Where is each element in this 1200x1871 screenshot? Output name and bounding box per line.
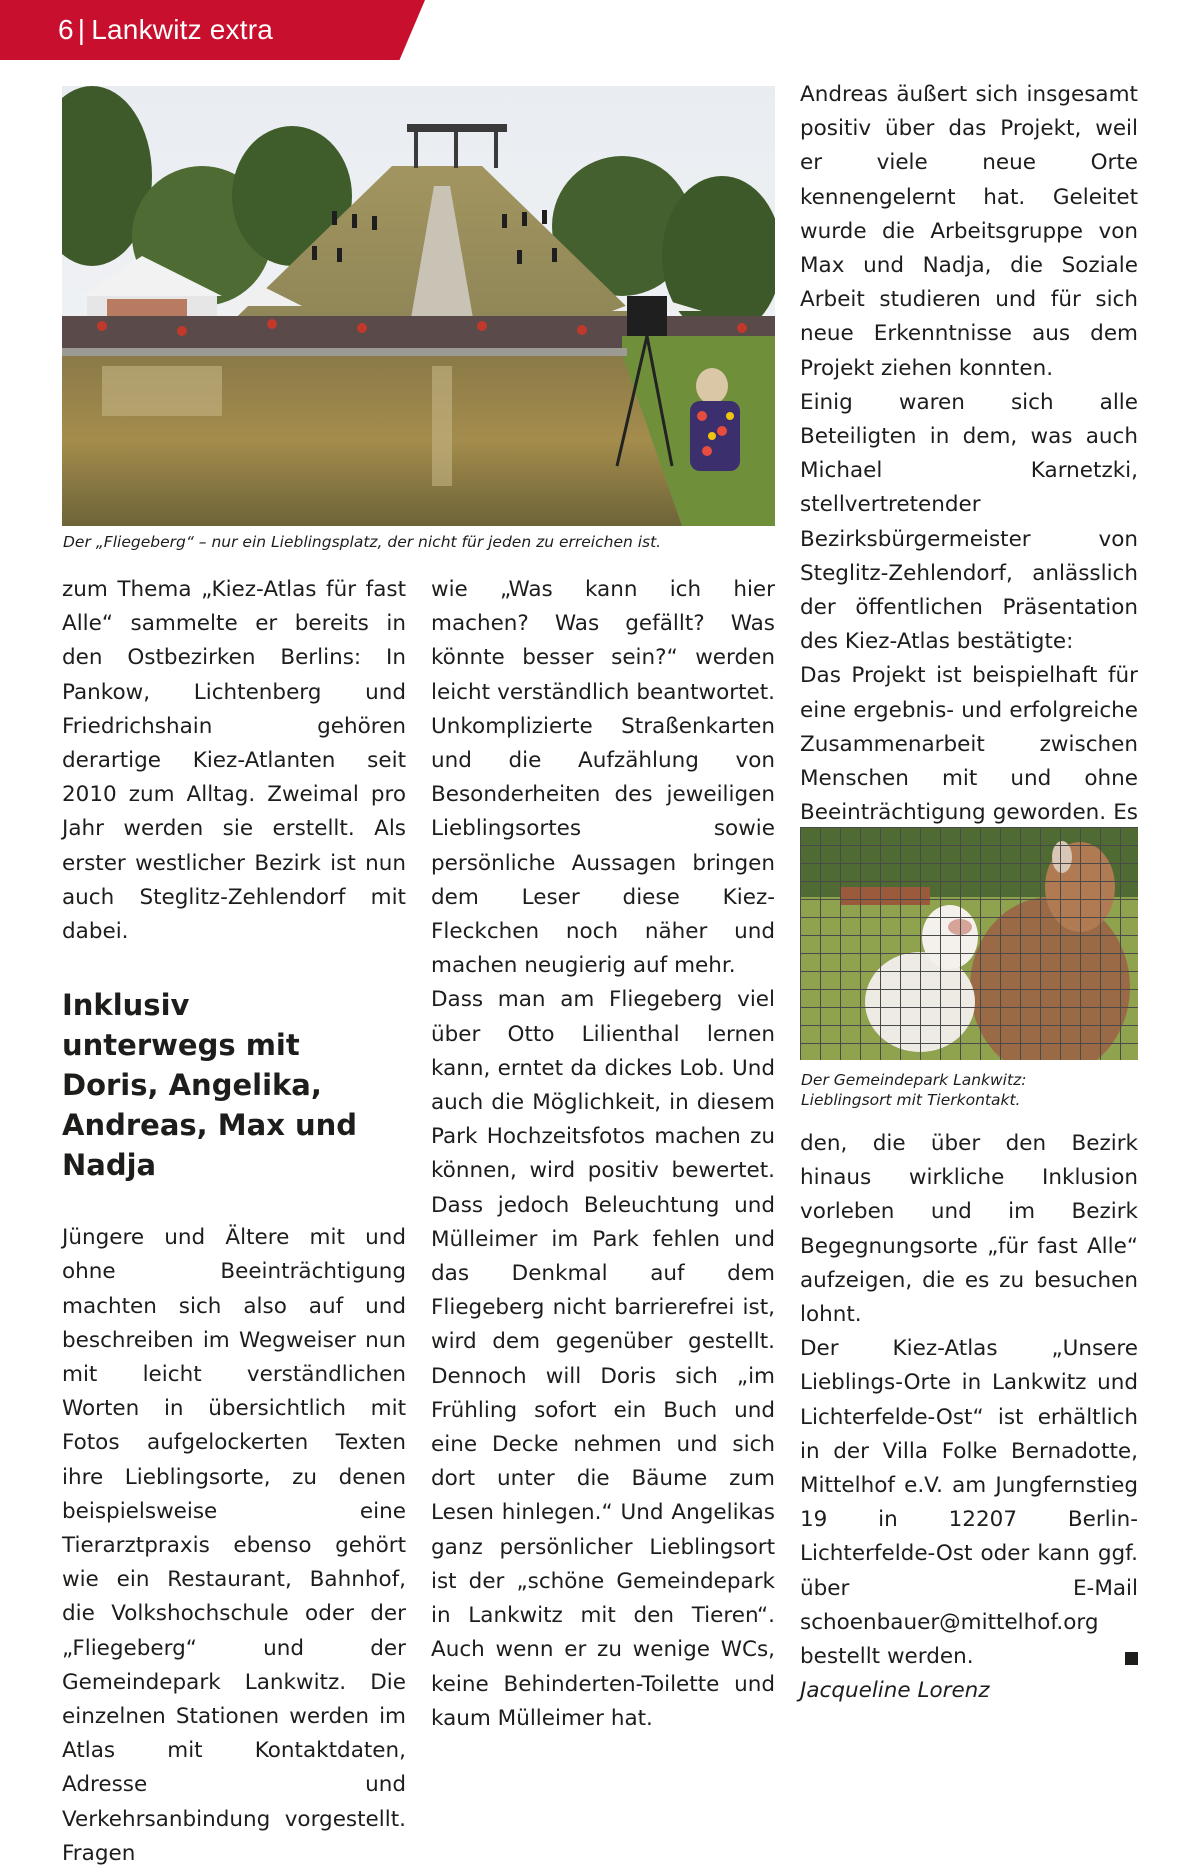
photo-caption-fliegeberg: Der „Fliegeberg“ – nur ein Lieblingsplatz, der nicht für jeden zu erreichen ist. [63, 533, 662, 551]
col3-paragraph-5-text: Der Kiez-Atlas „Unsere Lieblings-Orte in Lankwitz und Lichterfelde-Ost“ ist erhältlich in der Villa Folke Bernadotte, Mittelhof e.V. am Jungfernstieg 19 in 12207 Berlin-Lichterfelde-Ost oder kann ggf. über E-Mail schoenbauer@mittelhof.org bestellt werden. [800, 1336, 1138, 1670]
end-mark-icon [1125, 1652, 1138, 1665]
col1-intro: zum Thema „Kiez-Atlas für fast Alle“ sammelte er bereits in den Ostbezirken Berlins: In Pankow, Lichtenberg und Friedrichshain gehören derartige Kiez-Atlanten seit 2010 zum Alltag. Zweimal pro Jahr werden sie erstellt. Als erster westlicher Bezirk ist nun auch Steglitz-Zehlendorf mit dabei. [62, 577, 406, 945]
col2-paragraph-1: wie „Was kann ich hier machen? Was gefällt? Was könnte besser sein?“ werden leicht verständlich beantwortet. Unkomplizierte Straßenkarten und die Aufzählung von Besonderheiten des jeweiligen Lieblingsortes sowie persönliche Aussagen bringen dem Leser diese Kiez-Fleckchen noch näher und machen neugierig auf mehr. [431, 577, 775, 979]
column-3-continued [800, 1127, 1138, 1708]
page-header: 6 | Lankwitz extra [58, 14, 274, 45]
fliegeberg-photo [62, 86, 775, 526]
col3-paragraph-2: Einig waren sich alle Beteiligten in dem, was auch Michael Karnetzki, stellvertretender Bezirksbürgermeister von Steglitz-Zehlendorf, anlässlich der öffentlichen Präsentation des Kiez-Atlas bestätigte: [800, 389, 1138, 655]
photo-caption-goats: Der Gemeindepark Lankwitz: Lieblingsort mit Tierkontakt. [801, 1071, 1027, 1109]
col1-body: Jüngere und Ältere mit und ohne Beeinträchtigung machten sich also auf und beschreiben im Wegweiser nun mit leicht verständlichen Worten in übersichtlich mit Fotos aufgelockerten Texten ihre Lieblingsorte, zu denen beispielsweise eine Tierarztpraxis ebenso gehört wie ein Restaurant, Bahnhof, die Volkshochschule oder der „Fliegeberg“ und der Gemeindepark Lankwitz. Die einzelnen Stationen werden im Atlas mit Kontaktdaten, Adresse und Verkehrsanbindung vorgestellt. Fragen [62, 1225, 406, 1866]
goats-photo [800, 827, 1138, 1060]
col3-paragraph-4: den, die über den Bezirk hinaus wirkliche Inklusion vorleben und im Bezirk Begegnungsorte „für fast Alle“ aufzeigen, die es zu besuchen lohnt. [800, 1131, 1138, 1328]
col3-paragraph-1: Andreas äußert sich insgesamt positiv über das Projekt, weil er viele neue Orte kennengelernt hat. Geleitet wurde die Arbeitsgruppe von Max und Nadja, die Soziale Arbeit studieren und für sich neue Erkenntnisse aus dem Projekt ziehen konnten. [800, 82, 1138, 381]
author-byline: Jacqueline Lorenz [800, 1678, 990, 1704]
col3-paragraph-3: Das Projekt ist beispielhaft für eine ergebnis- und erfolgreiche Zusammenarbeit zwischen Menschen mit und ohne Beeinträchtigung geworden. Es [800, 663, 1138, 826]
col2-paragraph-2: Dass man am Fliegeberg viel über Otto Lilienthal lernen kann, erntet da dickes Lob. Und auch die Möglichkeit, in diesem Park Hochzeitsfotos machen zu können, wird positiv bewertet. Dass jedoch Beleuchtung und Mülleimer im Park fehlen und das Denkmal auf dem Fliegeberg nicht barrierefrei ist, wird dem gegenüber gestellt. Dennoch will Doris sich „im Frühling sofort ein Buch und eine Decke nehmen und sich dort unter die Bäume zum Lesen hinlegen.“ Und Angelikas ganz persönlicher Lieblingsort ist der „schöne Gemeindepark in Lankwitz mit den Tieren“. Auch wenn er zu wenige WCs, keine Behinderten-Toilette und kaum Mülleimer hat. [431, 987, 775, 1731]
col3-paragraph-5 [800, 1332, 1138, 1674]
section-headline: Inklusiv unterwegs mit Doris, Angelika, Andreas, Max und Nadja [62, 988, 358, 1183]
section-title: Lankwitz extra [91, 14, 274, 45]
column-3 [800, 78, 1138, 933]
page-number: 6 [58, 14, 74, 45]
column-1 [62, 573, 406, 1871]
column-2 [431, 573, 775, 1736]
